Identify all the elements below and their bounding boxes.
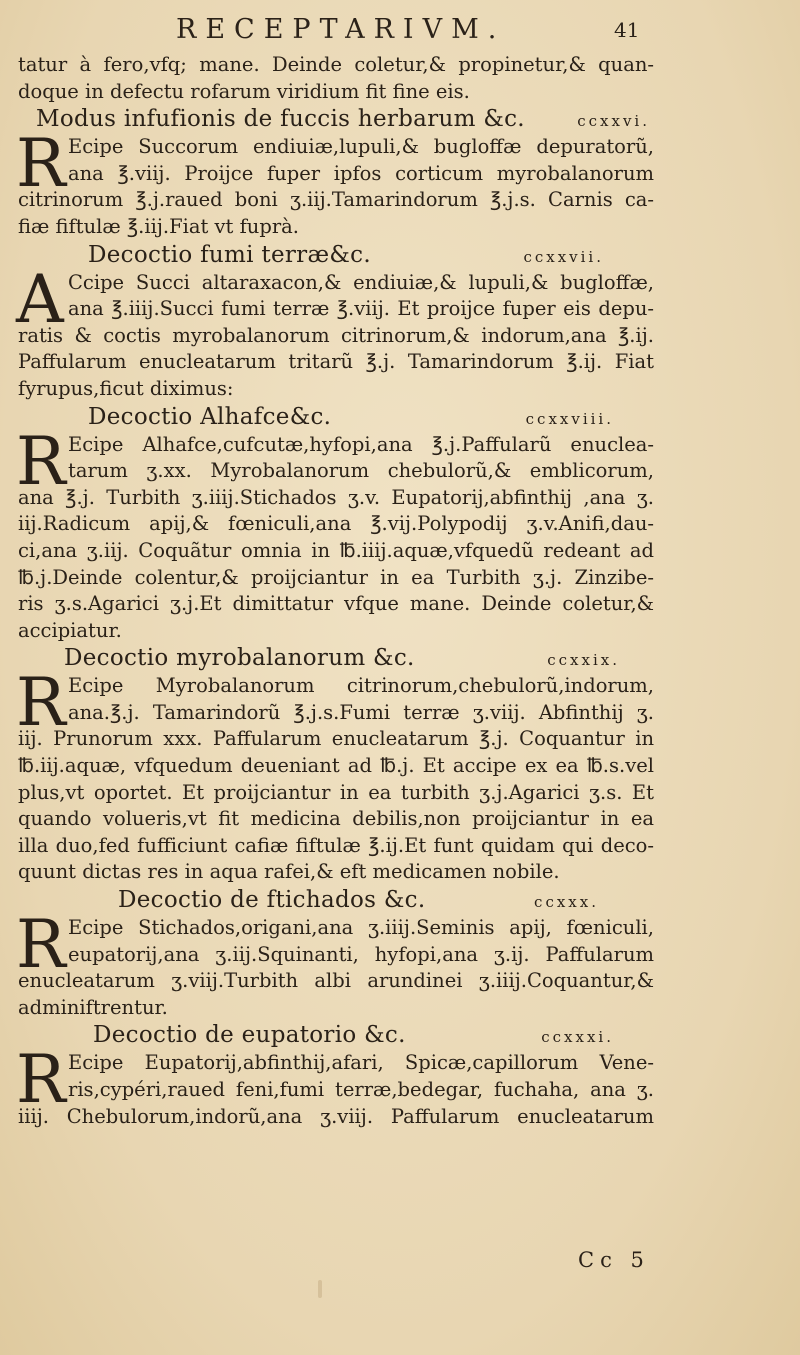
text-line: iij.Radicum apij,& fœniculi,ana ℥.vij.Polypodij ʒ.v.Anifi,dau- bbox=[18, 512, 654, 536]
text-line: Ccipe Succi altaraxacon,& endiuiæ,& lupuli,& bugloffæ, bbox=[68, 270, 654, 294]
running-head bbox=[0, 14, 800, 54]
recipe bbox=[16, 422, 654, 645]
section-heading bbox=[18, 241, 608, 270]
drop-cap: A bbox=[16, 260, 64, 338]
text-line: tatur à fero,vfq; mane. Deinde coletur,& propinetur,& quan- bbox=[18, 53, 654, 76]
text-line: tarum ʒ.xx. Myrobalanorum chebulorũ,& emblicorum, bbox=[68, 459, 654, 483]
section-title: Decoctio myrobalanorum &c. bbox=[64, 645, 415, 672]
text-line: iiij. Chebulorum,indorũ,ana ʒ.viij. Paffularum enucleatarum bbox=[18, 1104, 654, 1128]
text-line: ana ℥.j. Turbith ʒ.iiij.Stichados ʒ.v. Eupatorij,abfinthij ,ana ʒ. bbox=[18, 485, 654, 509]
recipe bbox=[16, 664, 654, 886]
text-line: ci,ana ʒ.iij. Coquãtur omnia in ℔.iiij.aquæ,vfquedũ redeant ad bbox=[18, 538, 654, 562]
text-line: Ecipe Alhafce,cufcutæ,hyfopi,ana ℥.j.Paffularũ enuclea- bbox=[68, 432, 654, 456]
recipe bbox=[16, 1041, 654, 1130]
drop-cap: R bbox=[16, 1041, 66, 1119]
page-number: 41 bbox=[614, 18, 640, 42]
text-line: fyrupus,ficut diximus: bbox=[18, 376, 234, 400]
section-heading bbox=[18, 886, 603, 915]
drop-cap: R bbox=[16, 906, 66, 984]
text-line: Ecipe Stichados,origani,ana ʒ.iiij.Seminis apij, fœniculi, bbox=[68, 916, 654, 940]
section-number: ccxxx. bbox=[534, 893, 599, 912]
text-line: Ecipe Myrobalanorum citrinorum,chebulorũ,indorum, bbox=[68, 674, 654, 698]
text-line: iij. Prunorum xxx. Paffularum enucleatarum ℥.j. Coquantur in bbox=[18, 727, 654, 751]
section-heading bbox=[18, 403, 618, 432]
section-number: ccxxviii. bbox=[525, 409, 614, 428]
section-number: ccxxxi. bbox=[541, 1028, 614, 1047]
text-line: ℔.j.Deinde colentur,& proijciantur in ea Turbith ʒ.j. Zinzibe- bbox=[18, 565, 654, 589]
text-line: accipiatur. bbox=[18, 618, 122, 642]
text-line: ratis & coctis myrobalanorum citrinorum,& indorum,ana ℥.ij. bbox=[18, 323, 654, 347]
section-title: Modus infufionis de fuccis herbarum &c. bbox=[36, 106, 525, 133]
signature-mark: Cc 5 bbox=[578, 1248, 650, 1272]
text-line: fiæ fiftulæ ℥.iij.Fiat vt fuprà. bbox=[18, 214, 299, 238]
text-line: citrinorum ℥.j.raued boni ʒ.iij.Tamarindorum ℥.j.s. Carnis ca- bbox=[18, 188, 654, 212]
text-line: quunt dictas res in aqua rafei,& eft medicamen nobile. bbox=[18, 860, 560, 884]
paper-blemish bbox=[318, 1280, 322, 1298]
text-line: quando volueris,vt fit medicina debilis,non proijciantur in ea bbox=[18, 807, 654, 831]
drop-cap: R bbox=[16, 664, 66, 742]
section-number: ccxxvi. bbox=[577, 112, 650, 131]
body-text bbox=[18, 52, 654, 1130]
section-number: ccxxvii. bbox=[523, 247, 604, 266]
recipe bbox=[16, 906, 654, 1021]
section-heading bbox=[18, 105, 654, 134]
text-line: enucleatarum ʒ.viij.Turbith albi arundinei ʒ.iiij.Coquantur,& bbox=[18, 969, 654, 993]
section-title: Decoctio fumi terræ&c. bbox=[88, 241, 371, 268]
text-line: plus,vt oportet. Et proijciantur in ea turbith ʒ.j.Agarici ʒ.s. Et bbox=[18, 780, 654, 804]
text-line: ana ℥.iiij.Succi fumi terræ ℥.viij. Et proijce fuper eis depu- bbox=[68, 297, 654, 321]
drop-cap: R bbox=[16, 125, 66, 203]
text-line: eupatorij,ana ʒ.iij.Squinanti, hyfopi,ana ʒ.ij. Paffularum bbox=[68, 942, 654, 966]
text-line: ris,cypéri,raued feni,fumi terræ,bedegar, fuchaha, ana ʒ. bbox=[68, 1078, 654, 1101]
text-line: Ecipe Succorum endiuiæ,lupuli,& bugloffæ depuratorũ, bbox=[68, 135, 654, 159]
text-line: ris ʒ.s.Agarici ʒ.j.Et dimittatur vfque mane. Deinde coletur,& bbox=[18, 592, 654, 616]
section-heading bbox=[18, 1021, 618, 1050]
text-line: illa duo,fed fufficiunt cafiæ fiftulæ ℥.ij.Et funt quidam qui deco- bbox=[18, 833, 654, 857]
text-line: Paffularum enucleatarum tritarũ ℥.j. Tamarindorum ℥.ij. Fiat bbox=[18, 350, 654, 374]
section-heading bbox=[18, 644, 624, 673]
recipe bbox=[16, 260, 654, 403]
section-title: Decoctio de eupatorio &c. bbox=[93, 1022, 406, 1049]
text-line: ana.℥.j. Tamarindorũ ℥.j.s.Fumi terræ ʒ.viij. Abfinthij ʒ. bbox=[68, 700, 654, 724]
text-line: doque in defectu rofarum viridium fit fine eis. bbox=[18, 79, 470, 103]
text-line: Ecipe Eupatorij,abfinthij,afari, Spicæ,capillorum Vene- bbox=[68, 1051, 654, 1075]
section-title: Decoctio de ftichados &c. bbox=[118, 887, 426, 914]
section-number: ccxxix. bbox=[547, 651, 620, 670]
section-title: Decoctio Alhafce&c. bbox=[88, 403, 332, 430]
recipe bbox=[16, 125, 654, 240]
text-line: ana ℥.viij. Proijce fuper ipfos corticum myrobalanorum bbox=[68, 161, 654, 185]
text-line: adminiftrentur. bbox=[18, 995, 168, 1019]
drop-cap: R bbox=[16, 422, 66, 500]
text-line: ℔.iij.aquæ, vfquedum deueniant ad ℔.j. Et accipe ex ea ℔.s.vel bbox=[18, 754, 654, 778]
running-head-title: RECEPTARIVM. bbox=[176, 14, 506, 45]
